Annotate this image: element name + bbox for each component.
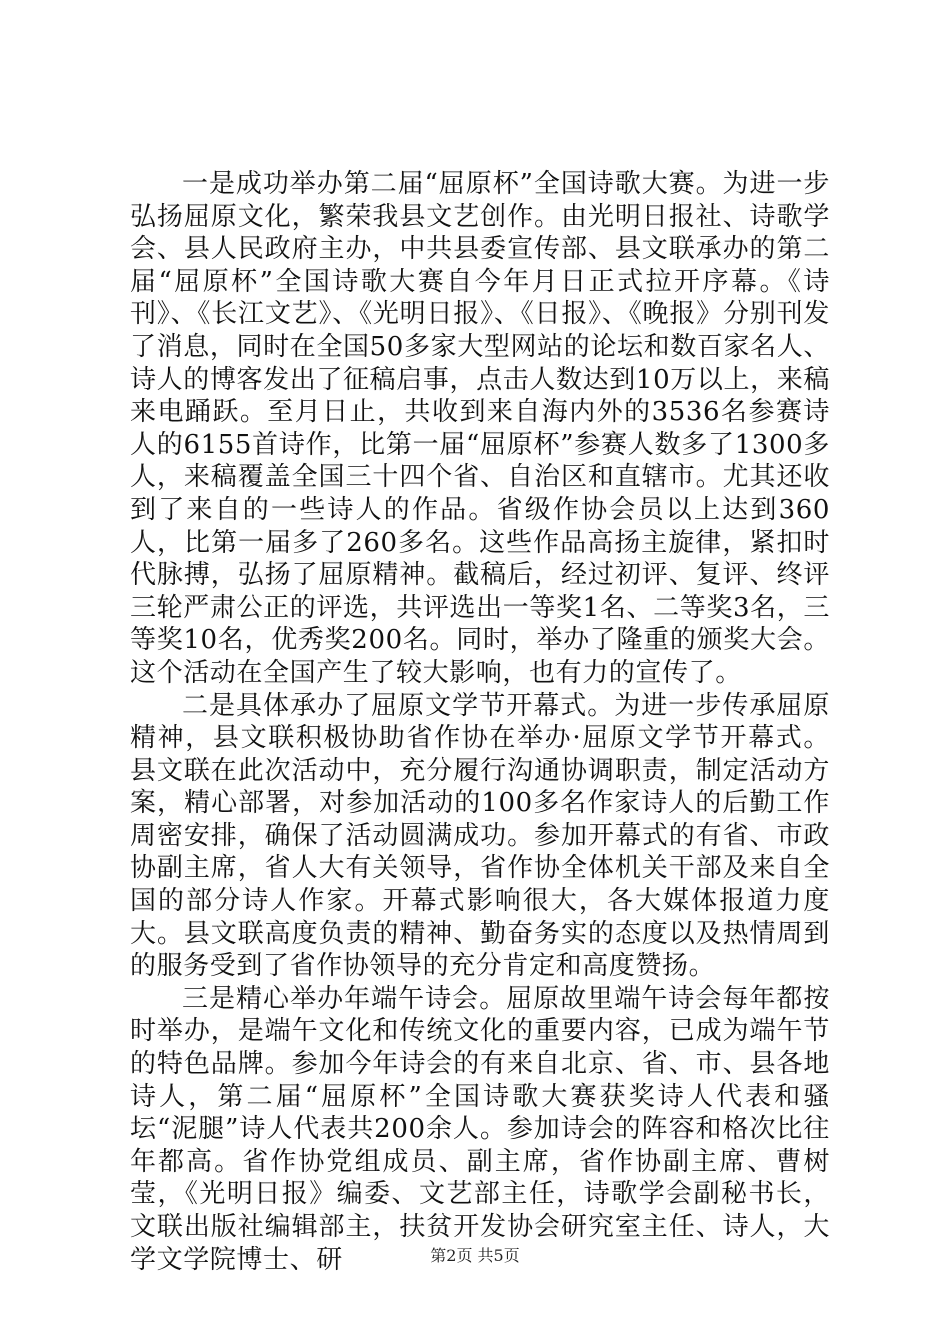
- paragraph-literature-festival: 二是具体承办了屈原文学节开幕式。为进一步传承屈原精神，县文联积极协助省作协在举办·屈原文学节开幕式。县文联在此次活动中，充分履行沟通协调职责，制定活动方案，精心部署，对参加活动的100多名作家诗人的后勤工作周密安排，确保了活动圆满成功。参加开幕式的有省、市政协副主席，省人大有关领导，省作协全体机关干部及来自全国的部分诗人作家。开幕式影响很大，各大媒体报道力度大。县文联高度负责的精神、勤奋务实的态度以及热情周到的服务受到了省作协领导的充分肯定和高度赞扬。: [130, 690, 830, 982]
- paragraph-poetry-contest: 一是成功举办第二届“屈原杯”全国诗歌大赛。为进一步弘扬屈原文化，繁荣我县文艺创作。由光明日报社、诗歌学会、县人民政府主办，中共县委宣传部、县文联承办的第二届“屈原杯”全国诗歌大赛自今年月日正式拉开序幕。《诗刊》、《长江文艺》、《光明日报》、《日报》、《晚报》分别刊发了消息，同时在全国50多家大型网站的论坛和数百家名人、诗人的博客发出了征稿启事，点击人数达到10万以上，来稿来电踊跃。至月日止，共收到来自海内外的3536名参赛诗人的6155首诗作，比第一届“屈原杯”参赛人数多了1300多人，来稿覆盖全国三十四个省、自治区和直辖市。尤其还收到了来自的一些诗人的作品。省级作协会员以上达到360人，比第一届多了260多名。这些作品高扬主旋律，紧扣时代脉搏，弘扬了屈原精神。截稿后，经过初评、复评、终评三轮严肃公正的评选，共评选出一等奖1名、二等奖3名，三等奖10名，优秀奖200名。同时，举办了隆重的颁奖大会。这个活动在全国产生了较大影响，也有力的宣传了。: [130, 169, 830, 688]
- page-number: 第2页 共5页: [430, 1246, 520, 1265]
- document-body: [130, 168, 830, 1276]
- page-footer: [0, 1246, 950, 1266]
- paragraph-dragon-boat-poetry: 三是精心举办年端午诗会。屈原故里端午诗会每年都按时举办，是端午文化和传统文化的重要内容，已成为端午节的特色品牌。参加今年诗会的有来自北京、省、市、县各地诗人，第二届“屈原杯”全国诗歌大赛获奖诗人代表和骚坛“泥腿”诗人代表共200余人。参加诗会的阵容和格次比往年都高。省作协党组成员、副主席，省作协副主席、曹树莹，《光明日报》编委、文艺部主任，诗歌学会副秘书长，文联出版社编辑部主，扶贫开发协会研究室主任、诗人，大学文学院博士、研: [130, 983, 830, 1275]
